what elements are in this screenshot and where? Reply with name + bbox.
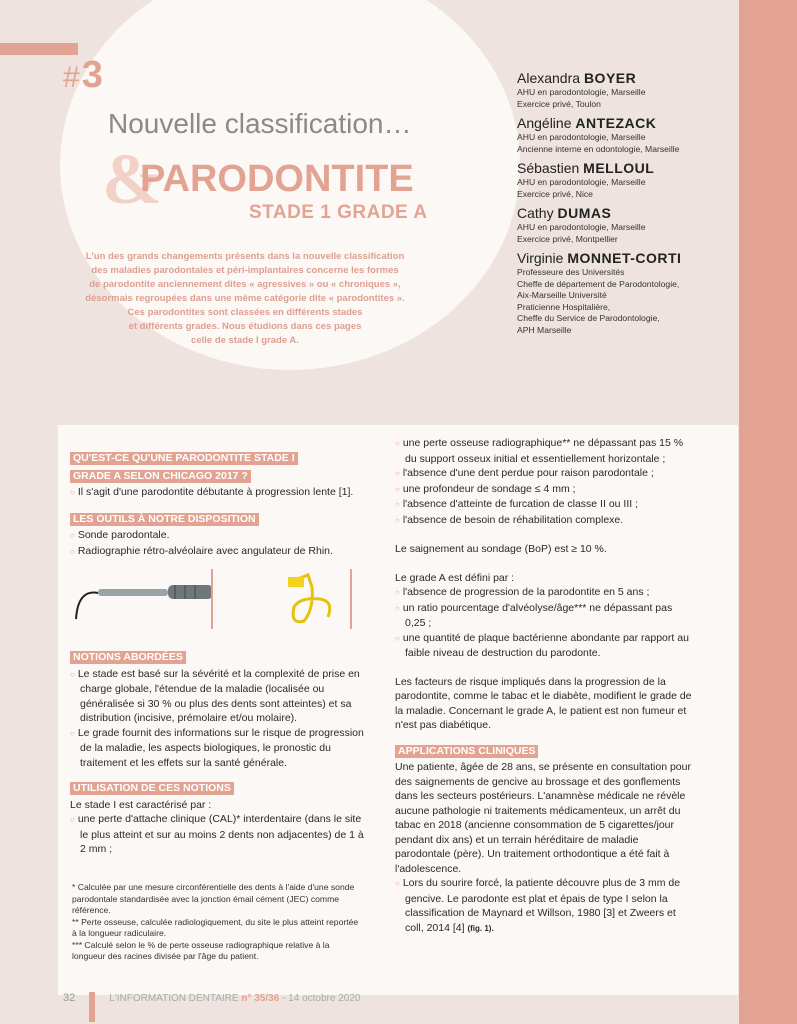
- section-heading: QU'EST-CE QU'UNE PARODONTITE STADE I: [70, 452, 298, 465]
- figure-divider: [350, 569, 352, 629]
- figure-divider: [211, 569, 213, 629]
- footnote: *** Calculé selon le % de perte osseuse radiographique relative à la longueur des racines divisée par l'âge du patient.: [72, 939, 330, 961]
- author: Alexandra BOYER AHU en parodontologie, Marseille Exercice privé, Toulon: [517, 70, 646, 109]
- bullet-item: ○ Le stade est basé sur la sévérité et la complexité de prise en charge globale, l'étendue de la maladie (localisée ou généralisée si 30 % ou plus des dents sont atteintes) et sa distribution (incisive, prémolaire et/ou molaire).: [70, 667, 370, 726]
- author: Virginie MONNET-CORTI Professeure des Universités Cheffe de département de Parodontologie, Aix-Marseille Université Praticienne Hospitalière, Cheffe du Service de Parodontologie, APH Marseille: [517, 250, 682, 335]
- bullet-item: ○ Lors du sourire forcé, la patiente découvre plus de 3 mm de gencive. Le parodonte est plat et épais de type I selon la classification de Maynard et Willson, 1980 [3] et Zweers et coll, 2014 [4] (fig. 1).: [395, 876, 695, 936]
- paragraph: Le stade I est caractérisé par :: [70, 798, 212, 811]
- article-subtitle: STADE 1 GRADE A: [249, 202, 428, 223]
- author: Sébastien MELLOUL AHU en parodontologie, Marseille Exercice privé, Nice: [517, 160, 655, 199]
- bullet-item: ○ une quantité de plaque bactérienne abondante par rapport au faible niveau de destruction du parodonte.: [395, 631, 695, 661]
- bullet-item: ○ une profondeur de sondage ≤ 4 mm ;: [395, 482, 695, 498]
- section-heading: LES OUTILS À NOTRE DISPOSITION: [70, 513, 259, 526]
- section-heading: APPLICATIONS CLINIQUES: [395, 745, 538, 758]
- section-heading: NOTIONS ABORDÉES: [70, 651, 186, 664]
- paragraph: Le saignement au sondage (BoP) est ≥ 10 %.: [395, 543, 607, 555]
- bullet-item: ○ l'absence d'une dent perdue pour raison parodontale ;: [395, 466, 695, 482]
- issue-date: - 14 octobre 2020: [282, 993, 361, 1004]
- footnotes: [72, 882, 362, 963]
- author: Cathy DUMAS AHU en parodontologie, Marseille Exercice privé, Montpellier: [517, 205, 646, 244]
- bullet-item: ○ Il s'agit d'une parodontite débutante à progression lente [1].: [70, 485, 370, 501]
- bullet-item: ○ l'absence de besoin de réhabilitation complexe.: [395, 513, 695, 529]
- tools-figure: [70, 569, 370, 635]
- issue-number: n° 35/36: [241, 993, 280, 1004]
- author-list: [517, 70, 732, 341]
- bullet-item: ○ une perte osseuse radiographique** ne dépassant pas 15 % du support osseux initial et essentiellement horizontale ;: [395, 436, 695, 466]
- bullet-item: ○ l'absence d'atteinte de furcation de classe II ou III ;: [395, 497, 695, 513]
- bullet-item: ○ Sonde parodontale.: [70, 528, 370, 544]
- paragraph: Une patiente, âgée de 28 ans, se présente en consultation pour des saignements de gencive au brossage et des gonflements dans les secteurs postérieurs. L'anamnèse médicale ne révèle aucune pathologie ni traitements médicamenteux, un arrêt du tabac en 2018 (ancienne consommation de 5 cigarettes/jour pendant dix ans) et un terrain héréditaire de maladie parodontale (père). Un traitement orthodontique a été fait à l'adolescence.: [395, 761, 691, 875]
- bullet-item: ○ l'absence de progression de la parodontite en 5 ans ;: [395, 585, 695, 601]
- bullet-item: ○ une perte d'attache clinique (CAL)* interdentaire (dans le site le plus atteint et sur au moins 2 dents non adjacentes) de 1 à 2 mm ;: [70, 812, 370, 857]
- bullet-item: ○ un ratio pourcentage d'alvéolyse/âge*** ne dépassant pas 0,25 ;: [395, 601, 695, 631]
- paragraph: Le grade A est défini par :: [395, 571, 515, 584]
- page-footer: [63, 992, 360, 1022]
- section-heading: UTILISATION DE CES NOTIONS: [70, 782, 234, 795]
- paragraph: Les facteurs de risque impliqués dans la progression de la parodontite, comme le tabac et le diabète, modifient le grade de la maladie. Concernant le grade A, le patient est non fumeur et n'est pas diabétique.: [395, 675, 692, 731]
- right-column: [395, 436, 695, 936]
- periodontal-probe-image: [70, 569, 215, 635]
- rinn-angulator-image: [280, 569, 350, 635]
- article-subject: PARODONTITE: [140, 158, 414, 200]
- intro-paragraph: L'un des grands changements présents dans la nouvelle classification des maladies parodontales et péri-implantaires concerne les formes de parodontite anciennement dites « agressives » ou « chroniques », désormais regroupées dans une même catégorie dite « parodontites ». Ces parodontites sont classées en différents stades et différents grades. Nous étudions dans ces pages celle de stade I grade A.: [85, 251, 405, 346]
- page-number: 32: [63, 992, 76, 1004]
- right-margin-band: [739, 0, 797, 1024]
- footer-accent-bar: [89, 992, 95, 1022]
- bullet-item: ○ Radiographie rétro-alvéolaire avec angulateur de Rhin.: [70, 544, 370, 560]
- bullet-item: ○ Le grade fournit des informations sur le risque de progression de la maladie, les aspects biologiques, le pronostic du traitement et les effets sur la santé générale.: [70, 726, 370, 771]
- section-heading: GRADE A SELON CHICAGO 2017 ?: [70, 470, 251, 483]
- left-column: [70, 448, 370, 857]
- author: Angéline ANTEZACK AHU en parodontologie, Marseille Ancienne interne en odontologie, Marseille: [517, 115, 680, 154]
- ampersand-decoration: &: [102, 139, 162, 219]
- footnote: ** Perte osseuse, calculée radiologiquement, du site le plus atteint reportée à la longueur radiculaire.: [72, 916, 359, 938]
- journal-name: L'INFORMATION DENTAIRE: [109, 993, 239, 1004]
- article-title: Nouvelle classification…: [108, 108, 412, 139]
- article-number: #3: [63, 54, 103, 96]
- footnote: * Calculée par une mesure circonférentielle des dents à l'aide d'une sonde parodontale standardisée avec la jonction émail cément (JEC) comme référence.: [72, 882, 355, 915]
